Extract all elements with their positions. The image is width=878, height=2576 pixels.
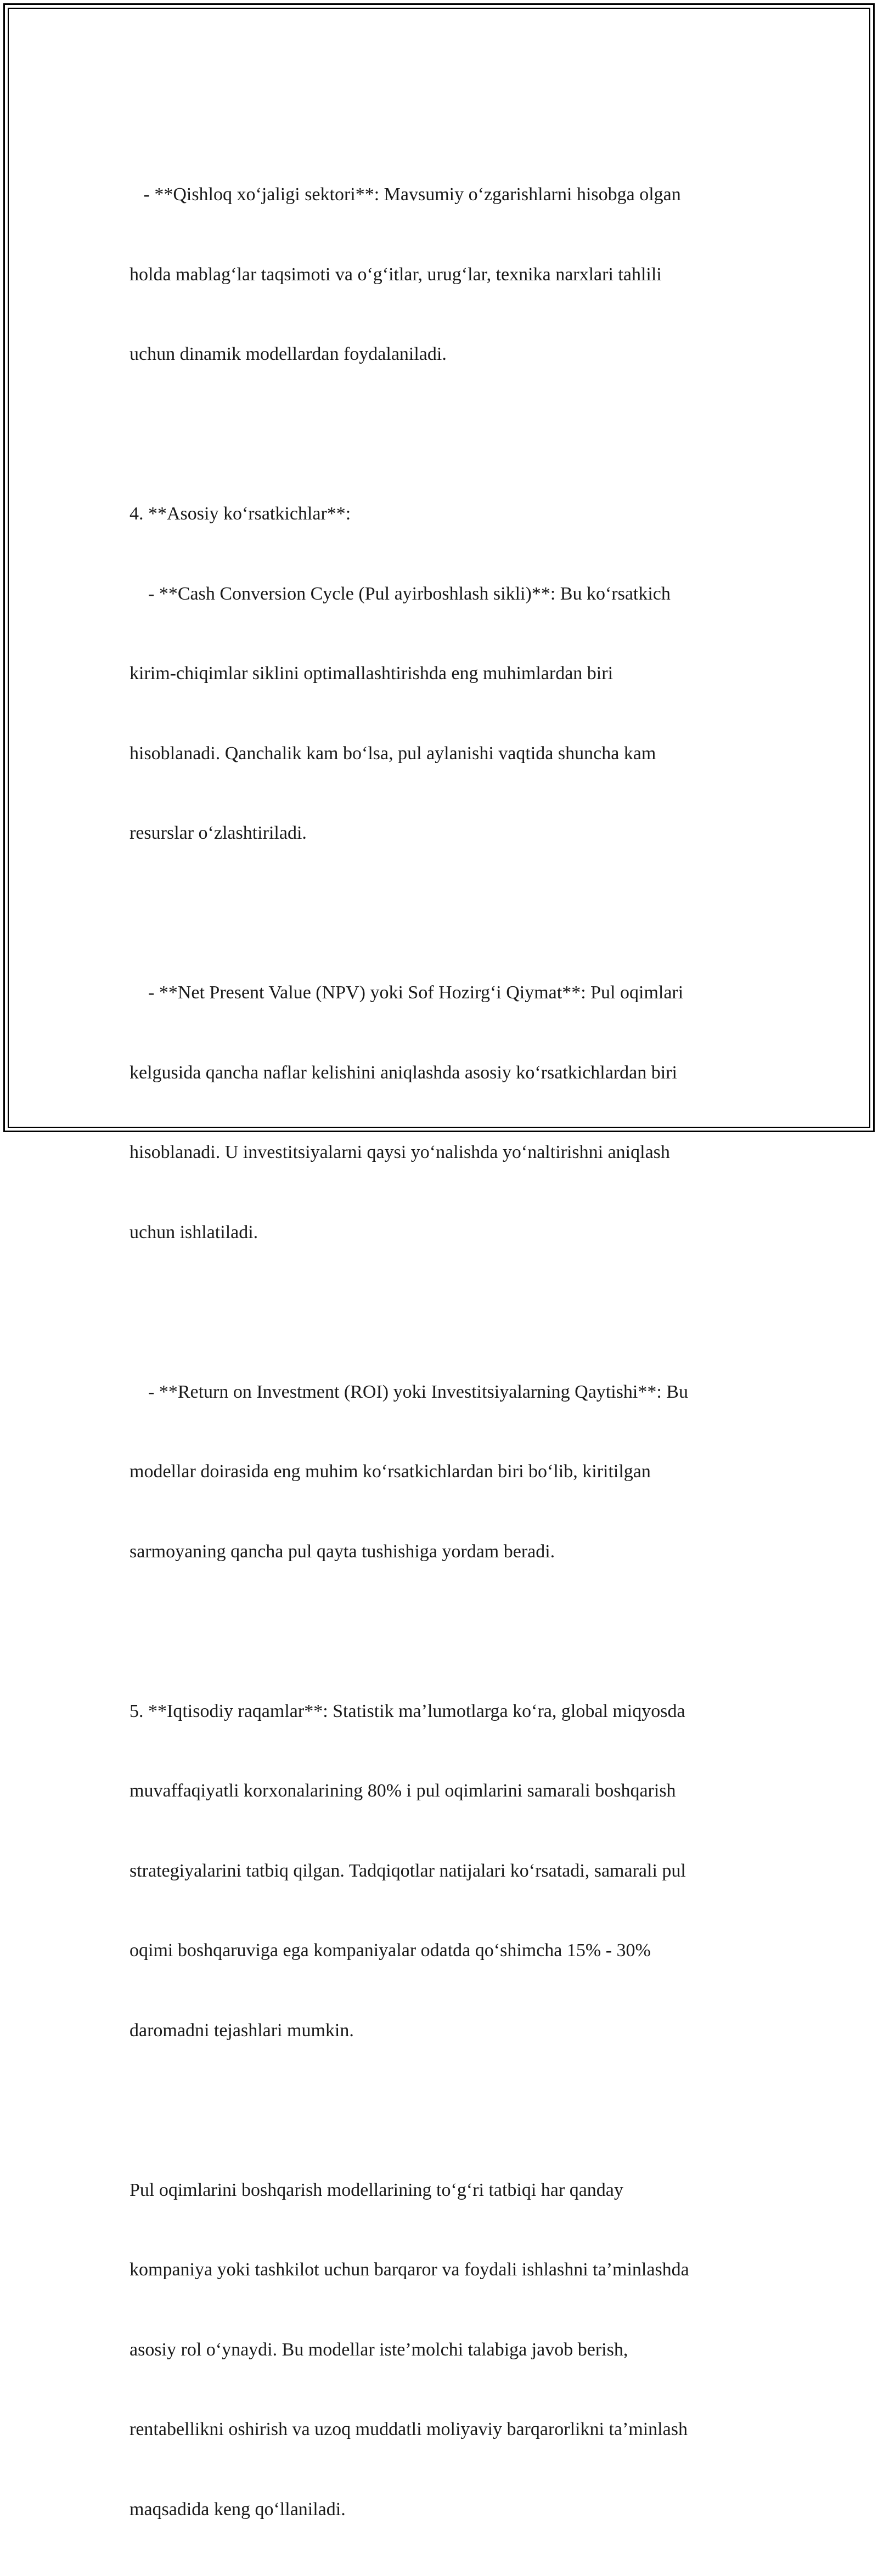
text-line: uchun ishlatiladi. [130, 1219, 744, 1246]
text-line: strategiyalarini tatbiq qilgan. Tadqiqotlar natijalari ko‘rsatadi, samarali pul [130, 1858, 744, 1885]
text-line: kelgusida qancha naflar kelishini aniqlashda asosiy ko‘rsatkichlardan biri [130, 1060, 744, 1087]
text-line: 5. **Iqtisodiy raqamlar**: Statistik ma’lumotlarga ko‘ra, global miqyosda [130, 1698, 744, 1725]
paragraph-roi [130, 1326, 744, 1619]
text-line: sarmoyaning qancha pul qayta tushishiga yordam beradi. [130, 1539, 744, 1566]
text-line: 4. **Asosiy ko‘rsatkichlar**: [130, 501, 744, 528]
text-line: - **Return on Investment (ROI) yoki Investitsiyalarning Qaytishi**: Bu [130, 1379, 744, 1406]
text-line: asosiy rol o‘ynaydi. Bu modellar iste’molchi talabiga javob berish, [130, 2337, 744, 2364]
text-line: modellar doirasida eng muhim ko‘rsatkichlardan biri bo‘lib, kiritilgan [130, 1459, 744, 1485]
text-line: holda mablag‘lar taqsimoti va o‘g‘itlar, urug‘lar, texnika narxlari tahlili [130, 262, 744, 289]
text-line: daromadni tejashlari mumkin. [130, 2018, 744, 2044]
paragraph-conclusion [130, 2124, 744, 2576]
paragraph-agriculture-sector [130, 128, 744, 421]
text-line: kompaniya yoki tashkilot uchun barqaror va foydali ishlashni ta’minlashda [130, 2257, 744, 2284]
text-line: Pul oqimlarini boshqarish modellarining to‘g‘ri tatbiqi har qanday [130, 2177, 744, 2204]
paragraph-economic-figures [130, 1645, 744, 2098]
paragraph-spacer [130, 421, 744, 448]
text-line: muvaffaqiyatli korxonalarining 80% i pul oqimlarini samarali boshqarish [130, 1778, 744, 1805]
document-body [130, 128, 744, 2576]
text-line: - **Cash Conversion Cycle (Pul ayirboshlash sikli)**: Bu ko‘rsatkich [130, 581, 744, 608]
text-line: maqsadida keng qo‘llaniladi. [130, 2496, 744, 2523]
text-line: rentabellikni oshirish va uzoq muddatli moliyaviy barqarorlikni ta’minlash [130, 2416, 744, 2443]
text-line: uchun dinamik modellardan foydalaniladi. [130, 341, 744, 368]
text-line: oqimi boshqaruviga ega kompaniyalar odatda qo‘shimcha 15% - 30% [130, 1937, 744, 1964]
paragraph-spacer [130, 2097, 744, 2124]
text-line: - **Net Present Value (NPV) yoki Sof Hozirg‘i Qiymat**: Pul oqimlari [130, 980, 744, 1007]
text-line: - **Qishloq xo‘jaligi sektori**: Mavsumiy o‘zgarishlarni hisobga olgan [130, 182, 744, 208]
paragraph-spacer [130, 900, 744, 927]
paragraph-spacer [130, 1299, 744, 1326]
paragraph-npv [130, 927, 744, 1299]
text-line: resurslar o‘zlashtiriladi. [130, 820, 744, 847]
text-line: hisoblanadi. Qanchalik kam bo‘lsa, pul aylanishi vaqtida shuncha kam [130, 741, 744, 767]
text-line: kirim-chiqimlar siklini optimallashtirishda eng muhimlardan biri [130, 660, 744, 687]
paragraph-spacer [130, 1618, 744, 1645]
paragraph-key-indicators [130, 448, 744, 900]
text-line: hisoblanadi. U investitsiyalarni qaysi yo‘nalishda yo‘naltirishni aniqlash [130, 1139, 744, 1166]
